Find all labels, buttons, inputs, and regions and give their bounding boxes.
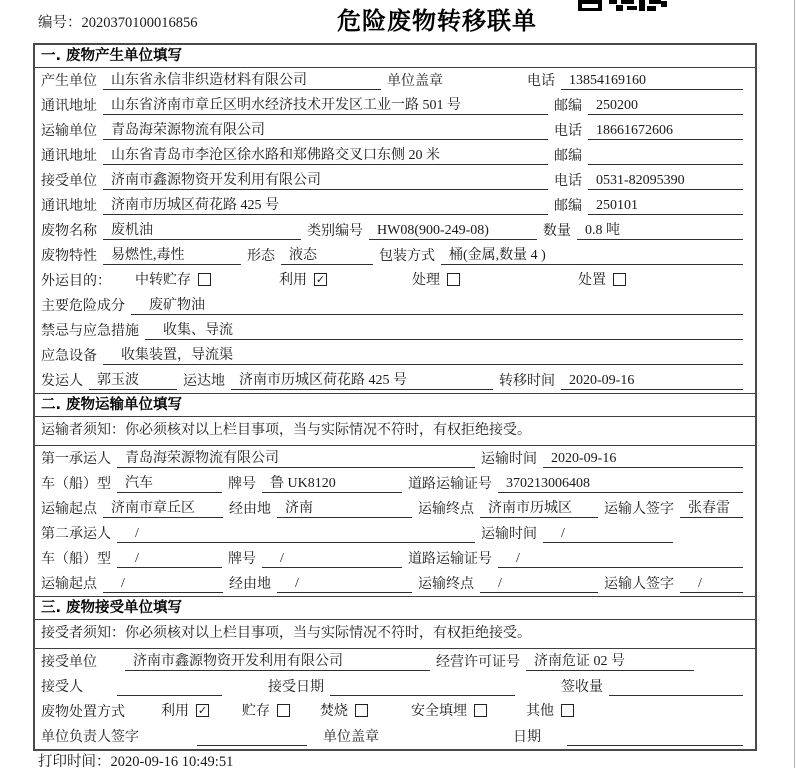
purpose-treat — [412, 269, 460, 289]
form-row — [35, 68, 755, 93]
plate-number-1-label: 牌号 — [228, 477, 256, 492]
spacer — [700, 673, 749, 674]
spacer — [521, 698, 561, 699]
carrier-signature-1-label: 运输人签字 — [604, 502, 674, 517]
form-row — [35, 218, 755, 243]
form-row — [35, 546, 755, 571]
purpose-transit-storage-label: 中转贮存 — [135, 273, 191, 288]
disposal-store-checkbox — [277, 704, 290, 717]
category-code-value: HW08(900-249-08) — [369, 221, 537, 240]
acceptor-value — [117, 677, 222, 696]
unit-seal-label-2: 单位盖章 — [323, 730, 379, 745]
plate-number-2-label: 牌号 — [228, 552, 256, 567]
carrier-signature-2-label: 运输人签字 — [604, 577, 674, 592]
waste-name-value: 废机油 — [103, 221, 301, 240]
purpose-utilize-label: 利用 — [279, 273, 307, 288]
producer-unit-label: 产生单位 — [41, 74, 97, 89]
form-row — [35, 496, 755, 521]
form-table — [33, 43, 757, 751]
unit-seal-label: 单位盖章 — [387, 74, 443, 89]
spacer — [290, 723, 320, 724]
emergency-equipment-label: 应急设备 — [41, 349, 97, 364]
producer-zip-value: 250200 — [588, 96, 743, 115]
form-row — [35, 699, 755, 724]
responsible-signature-label: 单位负责人签字 — [41, 730, 139, 745]
receiver-notice: 接受者须知：你必须核对以上栏目事项，当与实际情况不符时，有权拒绝接受。 — [35, 620, 755, 649]
date-value — [567, 727, 743, 746]
form-row — [35, 471, 755, 496]
disposal-store-label: 贮存 — [242, 704, 270, 719]
form-row — [35, 649, 755, 674]
spacer — [313, 748, 323, 749]
terminus-1-label: 运输终点 — [418, 502, 474, 517]
disposal-other — [526, 700, 574, 720]
via-2-value: / — [277, 574, 412, 593]
waste-name-label: 废物名称 — [41, 224, 97, 239]
disposal-store — [242, 700, 290, 720]
accept-date-label: 接受日期 — [268, 680, 324, 695]
disposal-landfill — [411, 700, 487, 720]
destination-label: 运达地 — [183, 374, 225, 389]
vehicle-type-1-value: 汽车 — [117, 474, 222, 493]
form-row — [35, 446, 755, 471]
transport-phone-value: 18661672606 — [588, 121, 743, 140]
consignor-label: 发运人 — [41, 374, 83, 389]
carrier-notice: 运输者须知：你必须核对以上栏目事项，当与实际情况不符时，有权拒绝接受。 — [35, 417, 755, 446]
form-row — [35, 521, 755, 546]
transport-date-2-value: / — [543, 524, 673, 543]
spacer — [487, 723, 526, 724]
transport-unit-value: 青岛海荣源物流有限公司 — [103, 121, 548, 140]
vehicle-type-2-value: / — [117, 549, 222, 568]
waste-property-value: 易燃性,毒性 — [103, 246, 241, 265]
form-row — [35, 193, 755, 218]
emergency-measures-label: 禁忌与应急措施 — [41, 324, 139, 339]
origin-1-value: 济南市章丘区 — [103, 499, 223, 518]
producer-phone-label: 电话 — [527, 74, 555, 89]
form-row — [35, 168, 755, 193]
spacer — [115, 292, 135, 293]
spacer — [143, 748, 195, 749]
purpose-utilize-checkbox: ✓ — [315, 272, 326, 286]
spacer — [460, 292, 578, 293]
section-3-header: 三. 废物接受单位填写 — [35, 596, 755, 620]
section-1 — [35, 45, 755, 393]
section-3 — [35, 596, 755, 749]
transfer-date-label: 转移时间 — [499, 374, 555, 389]
receiver-address-value: 济南市历城区荷花路 425 号 — [103, 196, 548, 215]
spacer — [626, 292, 749, 293]
acceptor-label: 接受人 — [41, 680, 83, 695]
doc-number-label: 编号： — [38, 15, 82, 31]
qr-code-fragment — [578, 0, 668, 11]
form-row — [35, 571, 755, 596]
producer-phone-value: 13854169160 — [561, 71, 743, 90]
accept-unit-label: 接受单位 — [41, 655, 97, 670]
disposal-incinerate — [320, 700, 368, 720]
transport-phone-label: 电话 — [554, 124, 582, 139]
disposal-method-label: 废物处置方式 — [41, 705, 125, 720]
form-row — [35, 143, 755, 168]
first-carrier-value: 青岛海荣源物流有限公司 — [117, 449, 475, 468]
disposal-other-checkbox — [561, 704, 574, 717]
packaging-value: 桶(金属,数量 4 ) — [441, 246, 743, 265]
form-row — [35, 293, 755, 318]
purpose-dispose-checkbox — [613, 273, 626, 286]
road-permit-1-label: 道路运输证号 — [408, 477, 492, 492]
carrier-signature-2-value: / — [680, 574, 743, 593]
license-number-value: 济南危证 02 号 — [526, 652, 694, 671]
spacer — [211, 292, 279, 293]
form-row — [35, 674, 755, 699]
spacer — [209, 723, 242, 724]
main-hazard-label: 主要危险成分 — [41, 299, 125, 314]
road-permit-2-label: 道路运输证号 — [408, 552, 492, 567]
form-state-label: 形态 — [247, 249, 275, 264]
received-amount-value — [609, 677, 743, 696]
road-permit-1-value: 370213006408 — [498, 474, 743, 493]
purpose-transit-storage-checkbox — [198, 273, 211, 286]
terminus-2-label: 运输终点 — [418, 577, 474, 592]
plate-number-1-value: 鲁 UK8120 — [262, 474, 402, 493]
purpose-utilize — [279, 269, 327, 289]
via-1-label: 经由地 — [229, 502, 271, 517]
disposal-other-label: 其他 — [526, 704, 554, 719]
spacer — [383, 748, 513, 749]
receiver-address-label: 通讯地址 — [41, 199, 97, 214]
via-2-label: 经由地 — [229, 577, 271, 592]
print-time-label: 打印时间： — [38, 754, 111, 770]
doc-number-value: 2020370100016856 — [81, 15, 198, 31]
disposal-landfill-label: 安全填埋 — [411, 704, 467, 719]
purpose-dispose — [578, 269, 626, 289]
receiver-zip-label: 邮编 — [554, 199, 582, 214]
purpose-treat-checkbox — [447, 273, 460, 286]
form-row — [35, 93, 755, 118]
print-time-value: 2020-09-16 10:49:51 — [110, 754, 234, 770]
plate-number-2-value: / — [262, 549, 402, 568]
consignor-value: 郭玉波 — [89, 371, 177, 390]
purpose-treat-label: 处理 — [412, 273, 440, 288]
form-row — [35, 724, 755, 749]
spacer — [545, 748, 565, 749]
second-carrier-value: / — [117, 524, 475, 543]
purpose-transit-storage — [135, 269, 211, 289]
disposal-incinerate-label: 焚烧 — [320, 704, 348, 719]
license-number-label: 经营许可证号 — [436, 655, 520, 670]
purpose-dispose-label: 处置 — [578, 273, 606, 288]
disposal-utilize-label: 利用 — [161, 704, 189, 719]
spacer — [101, 673, 123, 674]
section-1-header: 一. 废物产生单位填写 — [35, 45, 755, 68]
origin-1-label: 运输起点 — [41, 502, 97, 517]
section-2-header: 二. 废物运输单位填写 — [35, 393, 755, 417]
date-label: 日期 — [513, 730, 541, 745]
spacer — [327, 292, 412, 293]
transport-zip-label: 邮编 — [554, 149, 582, 164]
spacer — [129, 723, 161, 724]
destination-value: 济南市历城区荷花路 425 号 — [231, 371, 493, 390]
page-title: 危险废物转移联单 — [337, 7, 537, 35]
road-permit-2-value: / — [498, 549, 743, 568]
form-row — [35, 318, 755, 343]
spacer — [228, 698, 268, 699]
form-row — [35, 343, 755, 368]
disposal-utilize — [161, 700, 209, 720]
received-amount-label: 签收量 — [561, 680, 603, 695]
disposal-incinerate-checkbox — [355, 704, 368, 717]
packaging-label: 包装方式 — [379, 249, 435, 264]
form-row — [35, 368, 755, 393]
emergency-equipment-value: 收集装置，导流渠 — [103, 346, 743, 365]
section-2 — [35, 393, 755, 596]
spacer — [447, 92, 527, 93]
transport-date-1-label: 运输时间 — [481, 452, 537, 467]
origin-2-value: / — [103, 574, 223, 593]
quantity-value: 0.8 吨 — [577, 221, 743, 240]
terminus-1-value: 济南市历城区 — [480, 499, 598, 518]
vehicle-type-1-label: 车（船）型 — [41, 477, 111, 492]
transfer-purpose-label: 外运目的： — [41, 274, 111, 289]
spacer — [574, 723, 749, 724]
form-row — [35, 118, 755, 143]
vehicle-type-2-label: 车（船）型 — [41, 552, 111, 567]
producer-unit-value: 山东省永信非织造材料有限公司 — [103, 71, 381, 90]
disposal-utilize-checkbox: ✓ — [197, 703, 208, 717]
responsible-signature-value — [197, 727, 307, 746]
transport-date-1-value: 2020-09-16 — [543, 449, 743, 468]
spacer — [87, 698, 115, 699]
transfer-date-value: 2020-09-16 — [561, 371, 743, 390]
accept-date-value — [330, 677, 515, 696]
accept-unit-value: 济南市鑫源物资开发利用有限公司 — [125, 652, 430, 671]
second-carrier-label: 第二承运人 — [41, 527, 111, 542]
producer-zip-label: 邮编 — [554, 99, 582, 114]
quantity-label: 数量 — [543, 224, 571, 239]
disposal-landfill-checkbox — [474, 704, 487, 717]
form-row — [35, 268, 755, 293]
waste-property-label: 废物特性 — [41, 249, 97, 264]
transport-address-label: 通讯地址 — [41, 149, 97, 164]
transport-unit-label: 运输单位 — [41, 124, 97, 139]
transport-date-2-label: 运输时间 — [481, 527, 537, 542]
main-hazard-value: 废矿物油 — [131, 296, 743, 315]
receiver-phone-value: 0531-82095390 — [588, 171, 743, 190]
terminus-2-value: / — [480, 574, 598, 593]
transport-address-value: 山东省青岛市李沧区徐水路和郑佛路交叉口东侧 20 米 — [103, 146, 548, 165]
receiver-unit-label: 接受单位 — [41, 174, 97, 189]
producer-address-label: 通讯地址 — [41, 99, 97, 114]
spacer — [679, 545, 749, 546]
page-edge-line — [794, 0, 795, 768]
spacer — [368, 723, 411, 724]
first-carrier-label: 第一承运人 — [41, 452, 111, 467]
carrier-signature-1-value: 张春雷 — [680, 499, 743, 518]
form-state-value: 液态 — [281, 246, 373, 265]
producer-address-value: 山东省济南市章丘区明水经济技术开发区工业一路 501 号 — [103, 96, 548, 115]
receiver-phone-label: 电话 — [554, 174, 582, 189]
receiver-zip-value: 250101 — [588, 196, 743, 215]
category-code-label: 类别编号 — [307, 224, 363, 239]
origin-2-label: 运输起点 — [41, 577, 97, 592]
form-row — [35, 243, 755, 268]
transport-zip-value — [588, 146, 743, 165]
receiver-unit-value: 济南市鑫源物资开发利用有限公司 — [103, 171, 548, 190]
emergency-measures-value: 收集、导流 — [145, 321, 743, 340]
via-1-value: 济南 — [277, 499, 412, 518]
